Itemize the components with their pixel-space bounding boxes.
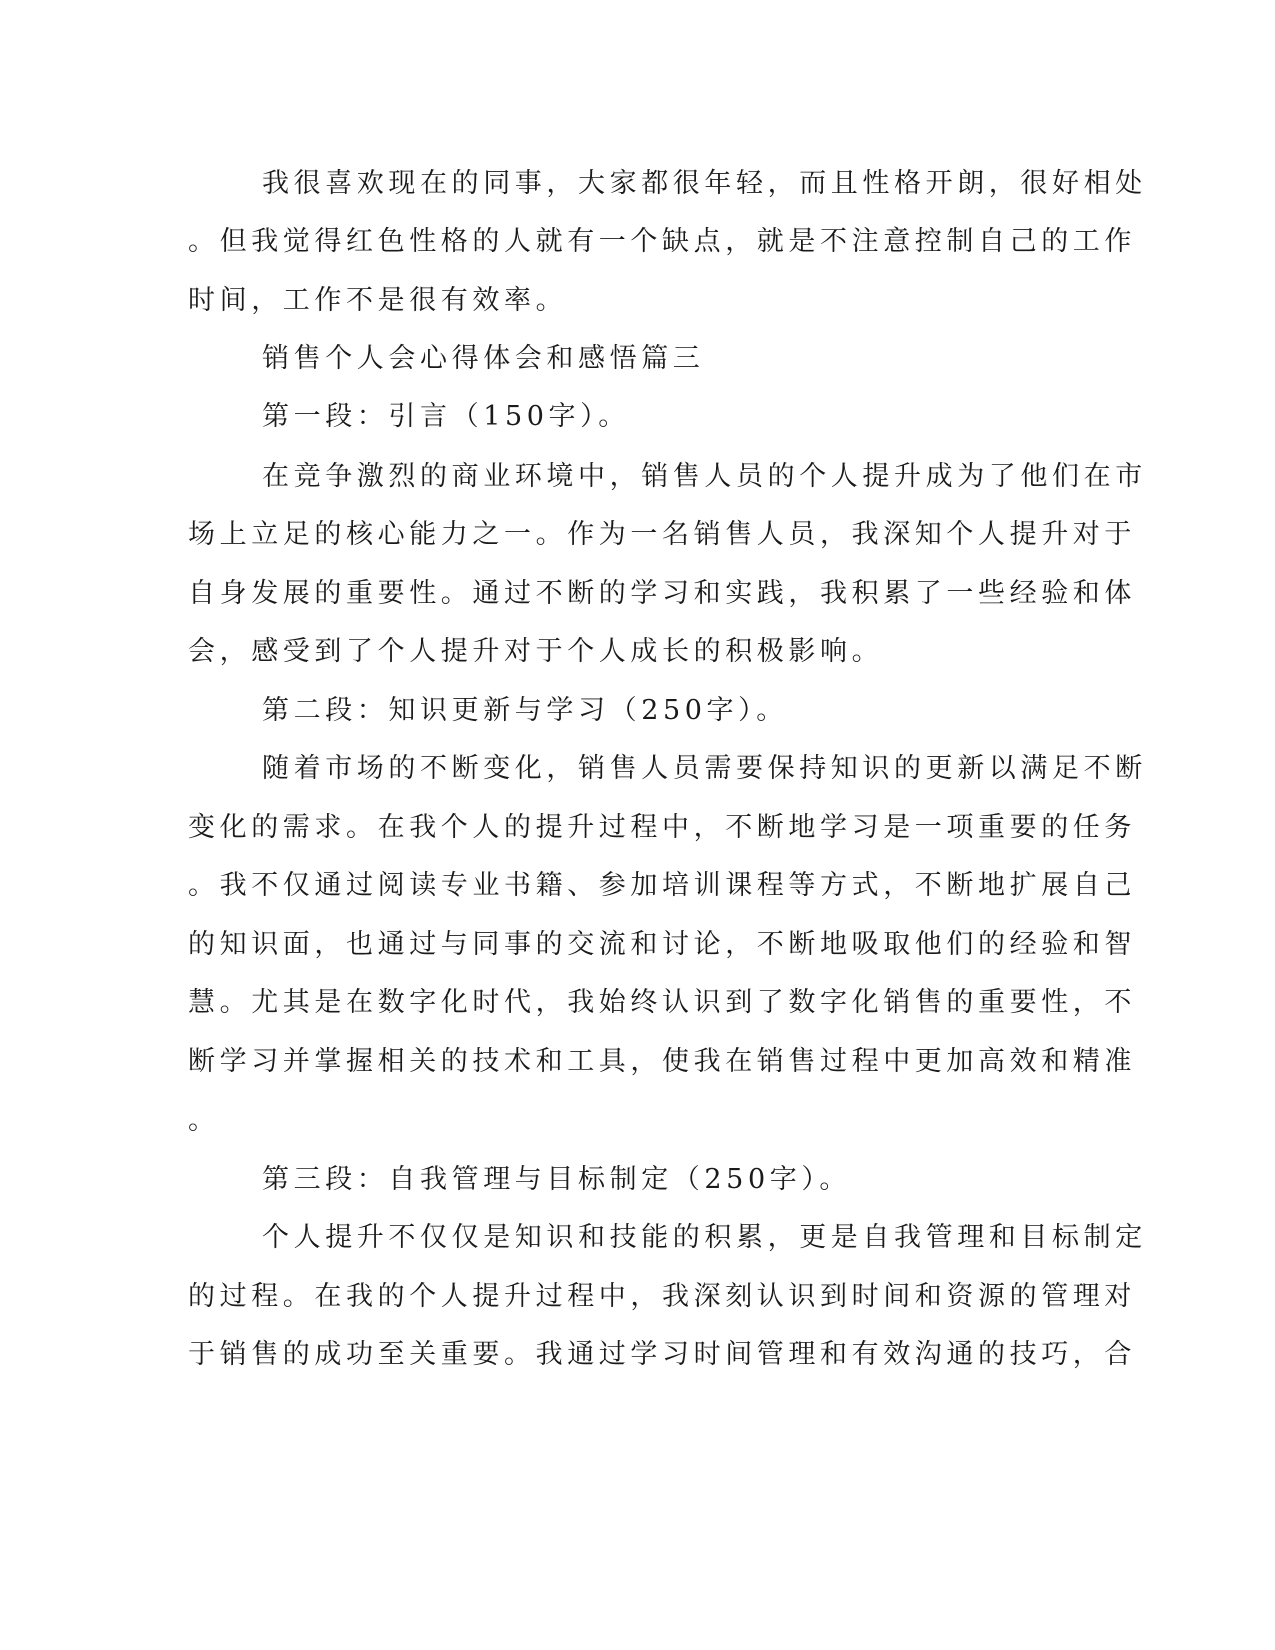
text-line: 场上立足的核心能力之一。作为一名销售人员，我深知个人提升对于 xyxy=(188,519,1136,550)
text-line: 。 xyxy=(188,1105,220,1136)
text-line: 个人提升不仅仅是知识和技能的积累，更是自我管理和目标制定 xyxy=(262,1222,1147,1253)
paragraph-heading: 第一段：引言（150字）。 xyxy=(262,401,630,432)
text-line: 。我不仅通过阅读专业书籍、参加培训课程等方式，不断地扩展自己 xyxy=(188,870,1136,901)
text-line: 随着市场的不断变化，销售人员需要保持知识的更新以满足不断 xyxy=(262,753,1147,784)
paragraph-heading: 第二段：知识更新与学习（250字）。 xyxy=(262,695,788,726)
section-title: 销售个人会心得体会和感悟篇三 xyxy=(262,343,705,374)
text-line: 的知识面，也通过与同事的交流和讨论，不断地吸取他们的经验和智 xyxy=(188,929,1136,960)
text-line: 。但我觉得红色性格的人就有一个缺点，就是不注意控制自己的工作 xyxy=(188,226,1136,257)
text-line: 的过程。在我的个人提升过程中，我深刻认识到时间和资源的管理对 xyxy=(188,1281,1136,1312)
text-line: 我很喜欢现在的同事，大家都很年轻，而且性格开朗，很好相处 xyxy=(262,168,1147,199)
text-line: 在竞争激烈的商业环境中，销售人员的个人提升成为了他们在市 xyxy=(262,461,1147,492)
text-line: 慧。尤其是在数字化时代，我始终认识到了数字化销售的重要性，不 xyxy=(188,987,1136,1018)
text-line: 断学习并掌握相关的技术和工具，使我在销售过程中更加高效和精准 xyxy=(188,1046,1136,1077)
text-line: 于销售的成功至关重要。我通过学习时间管理和有效沟通的技巧，合 xyxy=(188,1339,1136,1370)
text-line: 变化的需求。在我个人的提升过程中，不断地学习是一项重要的任务 xyxy=(188,812,1136,843)
text-line: 自身发展的重要性。通过不断的学习和实践，我积累了一些经验和体 xyxy=(188,578,1136,609)
text-line: 会，感受到了个人提升对于个人成长的积极影响。 xyxy=(188,636,884,667)
text-line: 时间，工作不是很有效率。 xyxy=(188,285,568,316)
paragraph-heading: 第三段：自我管理与目标制定（250字）。 xyxy=(262,1164,852,1195)
